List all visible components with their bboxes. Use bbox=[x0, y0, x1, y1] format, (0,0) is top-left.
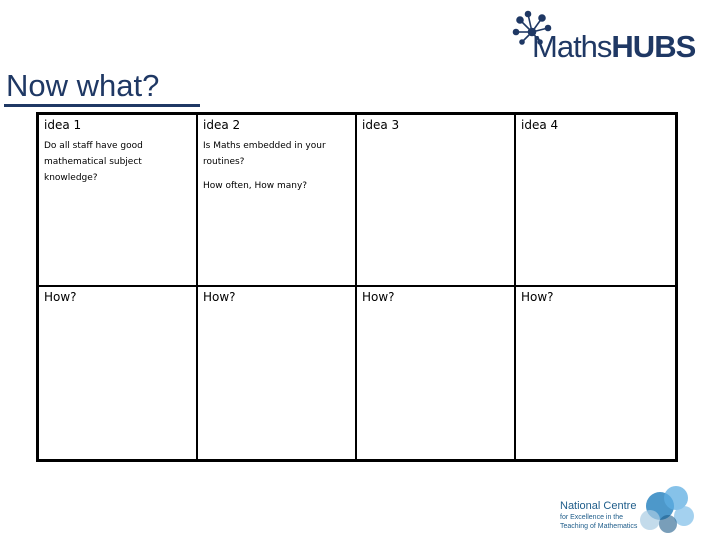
ncetm-logo-text bbox=[560, 500, 637, 531]
how-2-heading: How? bbox=[203, 290, 236, 304]
logo-prefix: Maths bbox=[532, 29, 612, 64]
nc-line-1: for Excellence in the bbox=[560, 514, 624, 521]
how-2-cell bbox=[198, 287, 357, 459]
nc-title: National Centre bbox=[560, 500, 637, 512]
nc-line-2: Teaching of Mathematics bbox=[560, 523, 638, 530]
title-underline bbox=[4, 104, 200, 107]
ncetm-circles-icon bbox=[626, 480, 710, 540]
logo-suffix: HUBS bbox=[611, 29, 696, 64]
how-3-cell bbox=[357, 287, 516, 459]
how-1-heading: How? bbox=[44, 290, 77, 304]
idea-2-text-1: Is Maths embedded in your routines? bbox=[203, 141, 326, 167]
how-4-cell bbox=[516, 287, 675, 459]
mathshubs-wordmark bbox=[532, 30, 695, 64]
idea-3-cell bbox=[357, 115, 516, 287]
how-3-heading: How? bbox=[362, 290, 395, 304]
idea-1-text: Do all staff have good mathematical subject knowledge? bbox=[44, 141, 143, 183]
idea-3-heading: idea 3 bbox=[362, 118, 400, 132]
page-title: Now what? bbox=[6, 68, 160, 103]
ideas-grid bbox=[36, 112, 678, 462]
idea-2-text-2: How often, How many? bbox=[203, 181, 308, 191]
idea-4-cell bbox=[516, 115, 675, 287]
idea-2-heading: idea 2 bbox=[203, 118, 241, 132]
idea-4-heading: idea 4 bbox=[521, 118, 559, 132]
how-4-heading: How? bbox=[521, 290, 554, 304]
how-1-cell bbox=[39, 287, 198, 459]
idea-1-heading: idea 1 bbox=[44, 118, 82, 132]
idea-1-cell bbox=[39, 115, 198, 287]
idea-2-cell bbox=[198, 115, 357, 287]
